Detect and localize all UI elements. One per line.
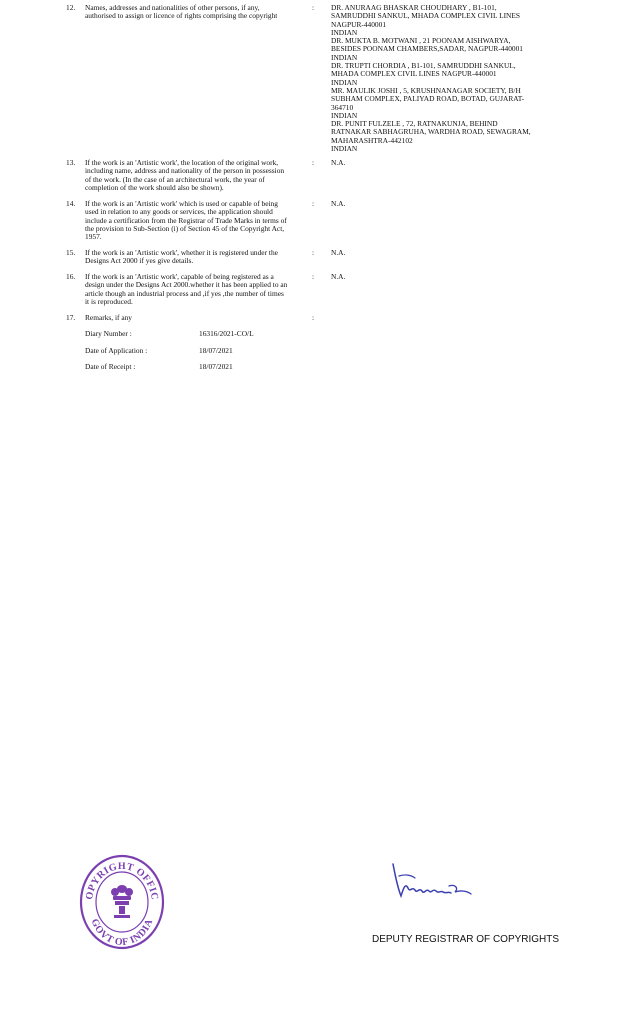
item-number: 14. — [66, 199, 76, 208]
question-line: including name, address and nationality of the person in possession — [85, 166, 285, 176]
item-colon: : — [312, 248, 315, 257]
question-line: If the work is an 'Artistic work', the location of the original work, — [85, 158, 279, 167]
question-line: authorised to assign or licence of rights comprising the copyright — [85, 11, 278, 21]
item-colon: : — [312, 158, 315, 167]
question-line: If the work is an 'Artistic work', whether it is registered under the — [85, 248, 278, 257]
question-line: Remarks, if any — [85, 313, 132, 322]
date-of-application-value: 18/07/2021 — [199, 346, 233, 355]
answer-line: N.A. — [331, 158, 346, 167]
date-of-application-row — [85, 347, 385, 356]
item-colon: : — [312, 313, 315, 322]
item-question — [85, 273, 311, 306]
item-answer — [331, 200, 556, 208]
answer-line: DR. TRUPTI CHORDIA , B1-101, SAMRUDDHI SANKUL, — [331, 61, 516, 71]
registrar-signature — [385, 860, 475, 910]
answer-line: SAMRUDDHI SANKUL, MHADA COMPLEX CIVIL LINES — [331, 11, 521, 21]
answer-line: DR. PUNIT FULZELE , 72, RATNAKUNJA, BEHIND — [331, 119, 498, 129]
question-line: If the work is an 'Artistic work', capable of being registered as a — [85, 272, 274, 281]
item-answer — [331, 249, 556, 257]
signature-graphic — [385, 860, 475, 910]
question-line: 1957. — [85, 232, 102, 242]
question-line: completion of the work should also be shown). — [85, 182, 224, 192]
seal-top-text: OPYRIGHT OFFIC — [84, 860, 161, 901]
answer-line: DR. ANURAAG BHASKAR CHOUDHARY , B1-101, — [331, 3, 497, 12]
emblem-icon — [111, 885, 133, 918]
date-of-receipt-row — [85, 363, 385, 372]
answer-line: INDIAN — [331, 77, 358, 87]
seal-graphic — [78, 853, 166, 951]
item-colon: : — [312, 199, 315, 208]
item-answer — [331, 273, 556, 281]
registrar-title: DEPUTY REGISTRAR OF COPYRIGHTS — [372, 934, 560, 945]
answer-line: N.A. — [331, 199, 346, 208]
item-number: 17. — [66, 313, 76, 322]
seal-bottom-text: GOVT OF INDIA — [88, 917, 156, 949]
item-colon: : — [312, 272, 315, 281]
item-question — [85, 159, 311, 192]
question-line: include a certification from the Registrar of Trade Marks in terms of — [85, 215, 287, 225]
item-answer — [331, 159, 556, 167]
answer-line: 364710 — [331, 102, 354, 112]
answer-line: DR. MUKTA B. MOTWANI , 21 POONAM AISHWARYA, — [331, 36, 511, 46]
answer-line: SUBHAM COMPLEX, PALIYAD ROAD, BOTAD, GUJARAT- — [331, 94, 525, 104]
item-number: 13. — [66, 158, 76, 167]
question-line: Designs Act 2000 if yes give details. — [85, 256, 194, 266]
diary-number-row — [85, 330, 385, 339]
question-line: Names, addresses and nationalities of other persons, if any, — [85, 3, 260, 12]
answer-line: INDIAN — [331, 144, 358, 154]
question-line: it is reproduced. — [85, 296, 133, 306]
question-line: article though an industrial process and ,if yes ,the number of times — [85, 288, 284, 298]
answer-line: NAGPUR-440001 — [331, 19, 387, 29]
answer-line: RATNAKAR SABHAGRUHA, WARDHA ROAD, SEWAGRAM, — [331, 127, 531, 137]
diary-number-label: Diary Number : — [85, 329, 132, 338]
date-of-application-label: Date of Application : — [85, 346, 148, 355]
date-of-receipt-value: 18/07/2021 — [199, 362, 233, 371]
item-question — [85, 4, 311, 21]
item-number: 16. — [66, 272, 76, 281]
item-question — [85, 200, 311, 241]
question-line: used in relation to any goods or services, the application should — [85, 207, 273, 217]
diary-number-value: 16316/2021-CO/L — [199, 329, 254, 338]
answer-line: INDIAN — [331, 27, 358, 37]
answer-line: MHADA COMPLEX CIVIL LINES NAGPUR-440001 — [331, 69, 497, 79]
answer-line: N.A. — [331, 272, 346, 281]
date-of-receipt-label: Date of Receipt : — [85, 362, 136, 371]
answer-line: N.A. — [331, 248, 346, 257]
item-question — [85, 249, 311, 266]
answer-line: INDIAN — [331, 52, 358, 62]
copyright-office-seal — [78, 853, 166, 951]
item-number: 12. — [66, 3, 76, 12]
item-number: 15. — [66, 248, 76, 257]
question-line: If the work is an 'Artistic work' which is used or capable of being — [85, 199, 278, 208]
answer-line: INDIAN — [331, 110, 358, 120]
answer-line: BESIDES POONAM CHAMBERS,SADAR, NAGPUR-440001 — [331, 44, 523, 54]
question-line: the provision to Sub-Section (i) of Section 45 of the Copyright Act, — [85, 223, 285, 233]
item-question — [85, 314, 311, 322]
item-colon: : — [312, 3, 315, 12]
question-line: of the work. (In the case of an architectural work, the year of — [85, 174, 265, 184]
question-line: design under the Designs Act 2000.whether it has been applied to an — [85, 280, 288, 290]
item-answer — [331, 4, 556, 153]
answer-line: MR. MAULIK JOSHI , 5, KRUSHNANAGAR SOCIETY, B/H — [331, 85, 521, 95]
answer-line: MAHARASHTRA-442102 — [331, 135, 413, 145]
